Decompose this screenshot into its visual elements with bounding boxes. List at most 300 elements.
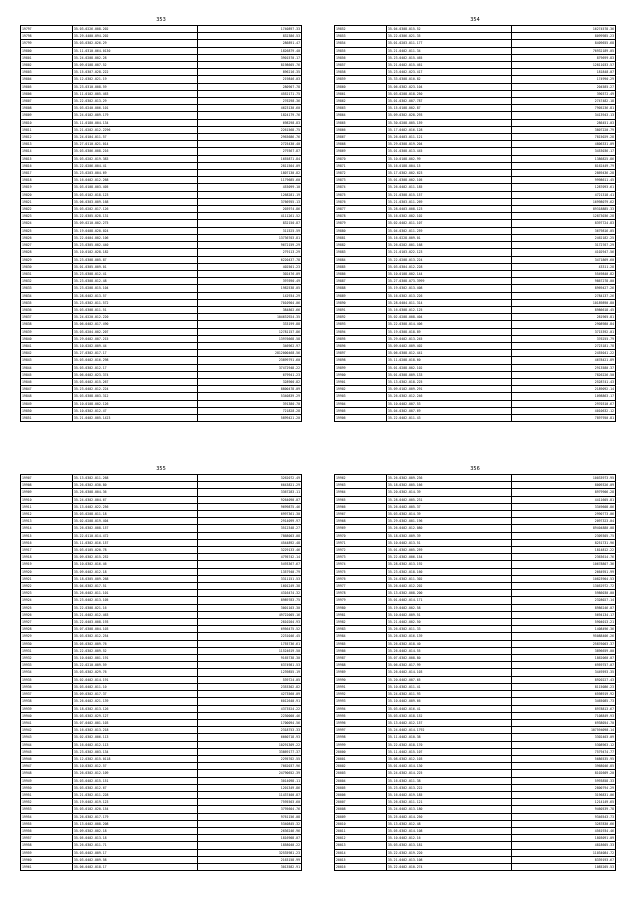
amount-cell: 2913580.37 (512, 364, 616, 371)
row-number-cell: 19844 (21, 364, 73, 371)
row-number-cell: 19839 (21, 328, 73, 335)
amount-cell: 2725430.40 (198, 141, 302, 148)
amount-cell: 2189092.14 (512, 386, 616, 393)
row-number-cell: 19909 (21, 489, 73, 496)
amount-cell: 89318885.33 (512, 206, 616, 213)
amount-cell: 7826226.50 (512, 371, 616, 378)
table-row (335, 76, 616, 83)
row-number-cell: 19933 (21, 662, 73, 669)
row-number-cell: 19917 (21, 547, 73, 554)
table-row (335, 539, 616, 546)
page-number: 354 (470, 17, 480, 23)
amount-cell: 3968046.85 (512, 763, 616, 770)
account-code-cell: 35.06.0402.018.17 (72, 863, 197, 870)
row-number-cell: 19997 (335, 727, 387, 734)
row-number-cell: 19904 (335, 400, 387, 407)
row-number-cell: 19854 (335, 40, 387, 47)
amount-cell: 2784137.26 (512, 292, 616, 299)
table-row (21, 791, 302, 798)
row-number-cell: 19895 (335, 335, 387, 342)
table-row (21, 619, 302, 626)
row-number-cell: 19977 (335, 583, 387, 590)
account-code-cell: 35.26.0402.011.185 (386, 184, 511, 191)
account-code-cell: 35.09.0302.028.293 (386, 112, 511, 119)
account-code-cell: 35.01.0308.002.105 (386, 177, 511, 184)
row-number-cell: 19898 (335, 357, 387, 364)
account-code-cell: 35.23.0305.002.440 (72, 242, 197, 249)
account-code-cell: 35.03.0402.009.17 (72, 849, 197, 856)
amount-cell: 6374981.53 (198, 662, 302, 669)
account-code-cell: 35.03.0402.015.267 (72, 378, 197, 385)
amount-cell: 279367.87 (198, 148, 302, 155)
table-row (335, 640, 616, 647)
account-code-cell: 35.10.0108.002.144 (386, 270, 511, 277)
row-number-cell: 19930 (21, 640, 73, 647)
table-row (335, 741, 616, 748)
amount-cell: 13736703.81 (198, 234, 302, 241)
amount-cell: 1268281.19 (198, 191, 302, 198)
row-number-cell: 19808 (21, 105, 73, 112)
row-number-cell: 19945 (21, 748, 73, 755)
amount-cell: 1755736.61 (198, 640, 302, 647)
account-code-cell: 35.16.0228.009.01 (386, 234, 511, 241)
amount-cell: 2812000468.56 (198, 350, 302, 357)
amount-cell: 10291309.22 (198, 741, 302, 748)
row-number-cell: 19802 (21, 62, 73, 69)
account-code-cell: 35.06.0303.009.168 (72, 198, 197, 205)
account-code-cell: 35.06.0302.017.99 (386, 662, 511, 669)
amount-cell: 1357940.79 (198, 568, 302, 575)
row-number-cell: 19866 (335, 126, 387, 133)
table-row (335, 378, 616, 385)
account-code-cell: 35.23.0302.011.572 (72, 299, 197, 306)
account-code-cell: 35.13.0402.012.157 (386, 719, 511, 726)
row-number-cell: 19801 (21, 54, 73, 61)
table-row (335, 763, 616, 770)
row-number-cell: 19893 (335, 321, 387, 328)
row-number-cell: 19994 (335, 705, 387, 712)
table-row (21, 407, 302, 414)
row-number-cell: 19973 (335, 554, 387, 561)
account-code-cell: 35.07.0308.004.103 (72, 626, 197, 633)
table-row (21, 105, 302, 112)
account-code-cell: 35.20.0302.014.39 (386, 489, 511, 496)
row-number-cell: 19922 (21, 583, 73, 590)
amount-cell: 7905236.81 (512, 105, 616, 112)
amount-cell: 8986246.07 (512, 604, 616, 611)
table-row (335, 748, 616, 755)
account-code-cell: 35.04.0308.015.52 (386, 26, 511, 33)
account-code-cell: 35.18.0302.009.39 (386, 532, 511, 539)
row-number-cell: 19800 (21, 47, 73, 54)
row-number-cell: 19972 (335, 547, 387, 554)
amount-cell: 3465085.73 (512, 698, 616, 705)
amount-cell: 721828.28 (198, 407, 302, 414)
row-number-cell: 20005 (335, 784, 387, 791)
row-number-cell: 19992 (335, 691, 387, 698)
amount-cell: 7868003.08 (198, 532, 302, 539)
table-row (21, 554, 302, 561)
row-number-cell: 19855 (335, 47, 387, 54)
table-row (335, 141, 616, 148)
account-code-cell: 35.02.0208.008.404 (386, 314, 511, 321)
amount-cell: 2097323.04 (512, 518, 616, 525)
amount-cell: 346962.97 (198, 342, 302, 349)
amount-cell: 6660718.93 (198, 734, 302, 741)
table-row (21, 482, 302, 489)
amount-cell: 8979906.28 (512, 489, 616, 496)
row-number-cell: 19968 (335, 518, 387, 525)
amount-cell: 43311.28 (512, 263, 616, 270)
table-row (335, 47, 616, 54)
table-row (335, 568, 616, 575)
account-code-cell: 35.03.0402.016.298 (72, 357, 197, 364)
table-row (21, 611, 302, 618)
account-code-cell: 35.06.0308.012.441 (386, 350, 511, 357)
row-number-cell: 19947 (21, 763, 73, 770)
amount-cell: 1826879.40 (198, 47, 302, 54)
account-code-cell: 35.10.0108.002.126 (72, 400, 197, 407)
table-row (21, 285, 302, 292)
account-code-cell: 35.03.0302.018.152 (386, 712, 511, 719)
amount-cell: 11034084.72 (512, 849, 616, 856)
amount-cell: 8102609.20 (512, 770, 616, 777)
row-number-cell: 19919 (21, 561, 73, 568)
row-number-cell: 19912 (21, 511, 73, 518)
account-code-cell: 35.11.0102.005.463 (72, 90, 197, 97)
account-code-cell: 35.09.0302.015.252 (72, 554, 197, 561)
row-number-cell: 19982 (335, 619, 387, 626)
amount-cell: 391380.70 (198, 400, 302, 407)
table-row (335, 364, 616, 371)
account-code-cell: 35.10.0402.013.51 (386, 539, 511, 546)
row-number-cell: 20001 (335, 755, 387, 762)
account-code-cell: 35.13.0302.011.268 (72, 475, 197, 482)
row-number-cell: 19901 (335, 378, 387, 385)
row-number-cell: 19942 (21, 727, 73, 734)
table-row (335, 475, 616, 482)
amount-cell: 879699.83 (512, 54, 616, 61)
table-row (21, 33, 302, 40)
account-code-cell: 35.21.0103.022.123 (386, 249, 511, 256)
amount-cell: 1807130.82 (198, 170, 302, 177)
row-number-cell: 19817 (21, 170, 73, 177)
amount-cell: 3014098.11 (198, 777, 302, 784)
amount-cell: 2800794.29 (512, 784, 616, 791)
table-row (21, 98, 302, 105)
row-number-cell: 19915 (21, 532, 73, 539)
account-code-cell: 35.24.0402.013.180 (386, 806, 511, 813)
account-code-cell: 35.15.0108.002.87 (386, 105, 511, 112)
table-row (21, 842, 302, 849)
account-code-cell: 35.24.0302.004.67 (72, 496, 197, 503)
account-code-cell: 35.21.0402.013.108 (386, 856, 511, 863)
row-number-cell: 19845 (21, 371, 73, 378)
table-row (335, 842, 616, 849)
row-number-cell: 19938 (21, 698, 73, 705)
table-row (21, 342, 302, 349)
amount-cell: 1601249.38 (198, 583, 302, 590)
row-number-cell: 20004 (335, 777, 387, 784)
amount-cell: 6997361.30 (198, 511, 302, 518)
amount-cell: 23899791.60 (198, 357, 302, 364)
account-code-cell: 35.26.0302.030.80 (72, 482, 197, 489)
amount-cell: 16274578.36 (512, 26, 616, 33)
table-row (21, 561, 302, 568)
row-number-cell: 20006 (335, 791, 387, 798)
row-number-cell: 19821 (21, 198, 73, 205)
account-code-cell: 35.10.0102.028.182 (72, 249, 197, 256)
table-row (21, 386, 302, 393)
amount-cell: 402501.23 (198, 263, 302, 270)
table-row (335, 727, 616, 734)
table-row (21, 583, 302, 590)
row-number-cell: 19906 (335, 414, 387, 421)
row-number-cell: 19957 (21, 835, 73, 842)
account-code-cell: 35.18.0302.005.166 (386, 482, 511, 489)
account-code-cell: 35.09.0210.002.275 (72, 220, 197, 227)
account-code-cell: 35.18.0302.013.126 (72, 705, 197, 712)
amount-cell: 219846.03 (198, 76, 302, 83)
amount-cell: 4102947.56 (512, 249, 616, 256)
amount-cell: 3172767.29 (512, 242, 616, 249)
account-code-cell: 35.21.0402.002.50 (386, 619, 511, 626)
account-code-cell: 35.10.0402.009.66 (386, 698, 511, 705)
account-code-cell: 35.26.0302.008.157 (72, 525, 197, 532)
amount-cell: 5493367.67 (198, 561, 302, 568)
account-code-cell: 35.26.0403.011.121 (386, 134, 511, 141)
account-code-cell: 35.03.0302.014.39 (386, 511, 511, 518)
amount-cell: 286891.47 (198, 40, 302, 47)
row-number-cell: 19840 (21, 335, 73, 342)
account-code-cell: 35.24.0104.011.57 (72, 134, 197, 141)
account-code-cell: 35.07.0402.001.103 (72, 719, 197, 726)
table-row (335, 270, 616, 277)
row-number-cell: 19974 (335, 561, 387, 568)
amount-cell: 25876003.37 (512, 640, 616, 647)
account-code-cell: 35.22.0308.021.16 (72, 604, 197, 611)
table-row (335, 590, 616, 597)
row-number-cell: 19882 (335, 242, 387, 249)
table-row (335, 604, 616, 611)
row-number-cell: 19881 (335, 234, 387, 241)
table-row (335, 705, 616, 712)
row-number-cell: 19980 (335, 604, 387, 611)
account-code-cell: 35.13.0402.008.208 (72, 820, 197, 827)
table-row (335, 386, 616, 393)
account-code-cell: 35.26.0302.012.246 (386, 393, 511, 400)
row-number-cell: 19828 (21, 249, 73, 256)
row-number-cell: 20014 (335, 849, 387, 856)
table-row (21, 90, 302, 97)
account-code-cell: 35.10.0302.012.47 (72, 407, 197, 414)
row-number-cell: 19798 (21, 33, 73, 40)
amount-cell: 5993858.33 (512, 777, 616, 784)
amount-cell: 7897950.81 (512, 414, 616, 421)
table-row (21, 328, 302, 335)
table-row (21, 777, 302, 784)
row-number-cell: 19998 (335, 734, 387, 741)
table-row (335, 835, 616, 842)
table-row (21, 76, 302, 83)
row-number-cell: 20010 (335, 820, 387, 827)
table-row (335, 278, 616, 285)
table-row (21, 604, 302, 611)
amount-cell: 12873036.28 (512, 213, 616, 220)
row-number-cell: 19991 (335, 683, 387, 690)
table-row (21, 191, 302, 198)
amount-cell: 5986030.00 (512, 590, 616, 597)
table-row (21, 148, 302, 155)
table-row (335, 299, 616, 306)
row-number-cell: 19965 (335, 496, 387, 503)
account-code-cell: 35.26.0402.021.139 (72, 698, 197, 705)
table-row (335, 575, 616, 582)
table-row (21, 640, 302, 647)
table-row (335, 350, 616, 357)
account-code-cell: 35.04.0302.011.259 (386, 227, 511, 234)
row-number-cell: 20011 (335, 827, 387, 834)
ledger-page-353 (20, 17, 302, 422)
row-number-cell: 19952 (21, 799, 73, 806)
row-number-cell: 19805 (21, 83, 73, 90)
row-number-cell: 19920 (21, 568, 73, 575)
table-row (21, 357, 302, 364)
account-code-cell: 35.22.0302.009.52 (72, 647, 197, 654)
amount-cell: 376255.79 (512, 335, 616, 342)
account-code-cell: 35.09.0108.007.52 (72, 62, 197, 69)
row-number-cell: 19837 (21, 314, 73, 321)
row-number-cell: 19969 (335, 525, 387, 532)
row-number-cell: 19862 (335, 98, 387, 105)
account-code-cell: 35.10.0402.007.53 (386, 400, 511, 407)
table-row (21, 393, 302, 400)
row-number-cell: 19999 (335, 741, 387, 748)
amount-cell: 384802.66 (198, 306, 302, 313)
table-row (21, 47, 302, 54)
account-code-cell: 35.28.0302.013.192 (386, 561, 511, 568)
account-code-cell: 35.23.0310.008.59 (72, 83, 197, 90)
table-row (21, 655, 302, 662)
amount-cell: 2747482.18 (512, 98, 616, 105)
row-number-cell: 19900 (335, 371, 387, 378)
row-number-cell: 19861 (335, 90, 387, 97)
account-code-cell: 35.24.0302.011.93 (386, 691, 511, 698)
table-row (335, 227, 616, 234)
account-code-cell: 35.17.0302.002.623 (386, 170, 511, 177)
amount-cell: 3512348.27 (198, 525, 302, 532)
row-number-cell: 19889 (335, 292, 387, 299)
table-row (21, 727, 302, 734)
row-number-cell: 19956 (21, 827, 73, 834)
table-row (21, 676, 302, 683)
row-number-cell: 19924 (21, 597, 73, 604)
table-row (335, 134, 616, 141)
row-number-cell: 19858 (335, 69, 387, 76)
table-row (335, 335, 616, 342)
row-number-cell: 19978 (335, 590, 387, 597)
amount-cell: 2295702.55 (198, 755, 302, 762)
amount-cell: 896216.35 (198, 69, 302, 76)
account-code-cell: 35.19.0402.002.58 (386, 604, 511, 611)
amount-cell: 679941.23 (198, 371, 302, 378)
table-row (335, 62, 616, 69)
amount-cell: 6643821.29 (198, 482, 302, 489)
account-code-cell: 35.11.0302.016.157 (72, 539, 197, 546)
account-code-cell: 35.13.0402.022.256 (72, 503, 197, 510)
amount-cell: 8409655.68 (512, 40, 616, 47)
amount-cell: 1862060.07 (512, 655, 616, 662)
amount-cell: 181848.07 (512, 69, 616, 76)
amount-cell: 5686535.95 (512, 755, 616, 762)
account-code-cell: 35.22.0404.002.106 (72, 234, 197, 241)
row-number-cell: 19814 (21, 148, 73, 155)
amount-cell: 1201349.86 (198, 784, 302, 791)
table-row (21, 575, 302, 582)
table-row (21, 489, 302, 496)
row-number-cell: 19925 (21, 604, 73, 611)
row-number-cell: 19976 (335, 575, 387, 582)
row-number-cell: 19867 (335, 134, 387, 141)
amount-cell: 2970310.67 (512, 400, 616, 407)
ledger-page-354 (334, 17, 616, 422)
account-code-cell: 35.21.0402.005.1423 (72, 414, 197, 421)
amount-cell: 4411605.81 (512, 496, 616, 503)
amount-cell: 5694134.17 (512, 611, 616, 618)
amount-cell: 3001103.30 (198, 604, 302, 611)
amount-cell: 204585.27 (512, 83, 616, 90)
account-code-cell: 35.19.0408.020.024 (72, 227, 197, 234)
account-code-cell: 35.03.0402.016.41 (386, 705, 511, 712)
table-row (335, 734, 616, 741)
account-code-cell: 35.18.0305.009.268 (72, 575, 197, 582)
row-number-cell: 19834 (21, 292, 73, 299)
amount-cell: 4678421.89 (512, 357, 616, 364)
table-row (21, 698, 302, 705)
account-code-cell: 35.03.0308.011.51 (72, 306, 197, 313)
row-number-cell: 19899 (335, 364, 387, 371)
row-number-cell: 19979 (335, 597, 387, 604)
row-number-cell: 19981 (335, 611, 387, 618)
account-code-cell: 35.22.0302.018.170 (386, 741, 511, 748)
amount-cell: 1655871.84 (198, 155, 302, 162)
ledger-table (20, 474, 302, 871)
amount-cell: 2231046.45 (198, 633, 302, 640)
table-row (335, 98, 616, 105)
table-row (21, 83, 302, 90)
row-number-cell: 19874 (335, 184, 387, 191)
table-row (335, 482, 616, 489)
account-code-cell: 35.23.0203.004.69 (72, 170, 197, 177)
amount-cell: 8969427.26 (512, 285, 616, 292)
account-code-cell: 35.03.0302.013.181 (386, 842, 511, 849)
row-number-cell: 19832 (21, 278, 73, 285)
account-code-cell: 35.26.0308.004.36 (72, 489, 197, 496)
row-number-cell: 19885 (335, 263, 387, 270)
amount-cell: 3453036.17 (512, 148, 616, 155)
account-code-cell: 35.16.0402.019.185 (386, 791, 511, 798)
table-row (335, 619, 616, 626)
row-number-cell: 19853 (335, 33, 387, 40)
row-number-cell: 19918 (21, 554, 73, 561)
table-row (21, 314, 302, 321)
row-number-cell: 19841 (21, 342, 73, 349)
amount-cell: 6938054.70 (512, 719, 616, 726)
row-number-cell: 20007 (335, 799, 387, 806)
account-code-cell: 35.10.0302.012.57 (72, 763, 197, 770)
account-code-cell: 35.23.0402.023.417 (386, 69, 511, 76)
amount-cell: 5899421.20 (198, 414, 302, 421)
